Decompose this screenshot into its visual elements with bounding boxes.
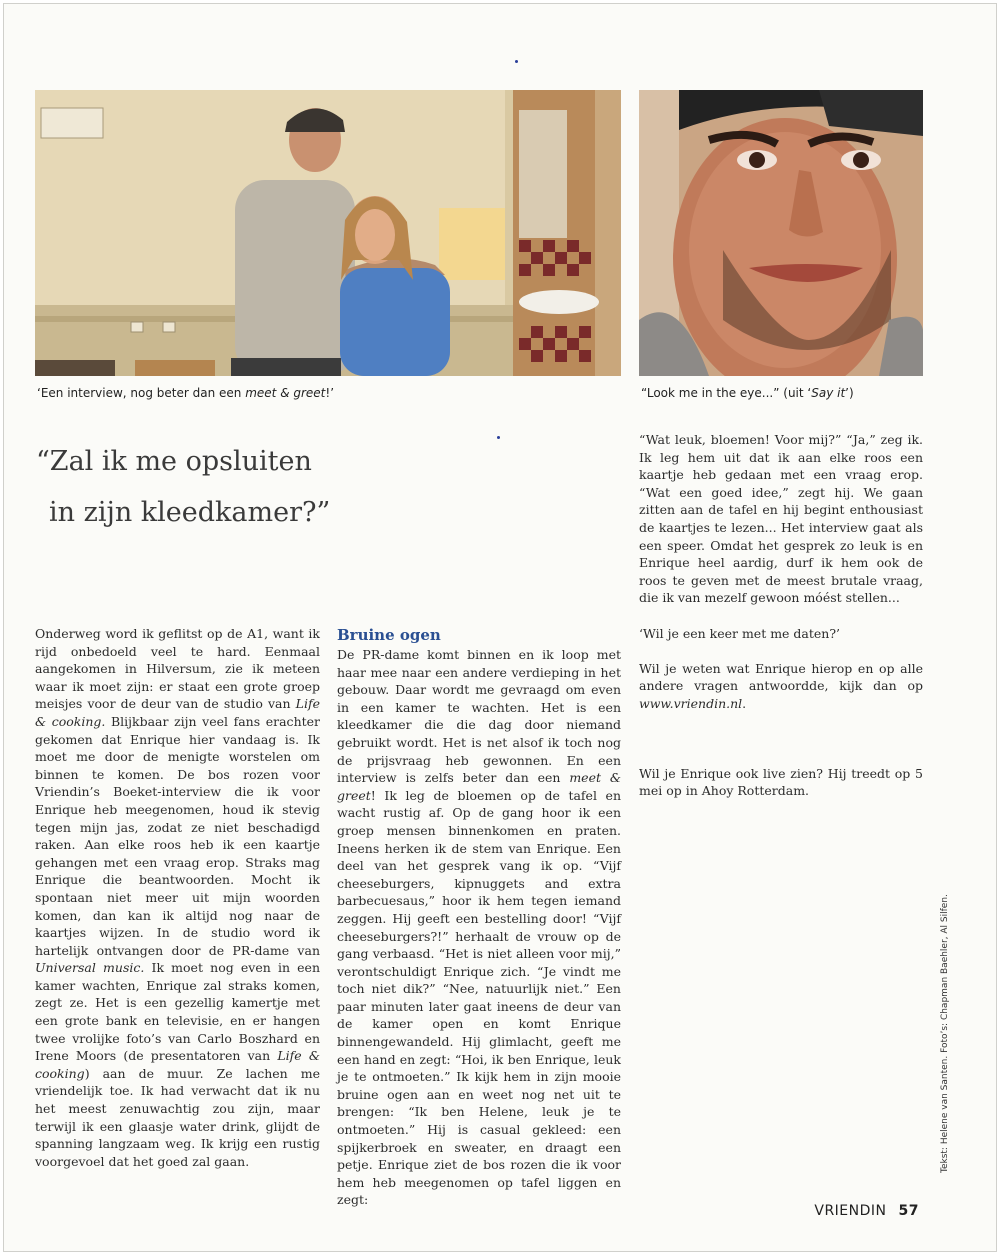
body-text: Ik moet nog even in een kamer wachten, Enrique zal straks komen, zegt ze. Het is een gezellig kamertje met een grote bank en televisie, en er hangen twee vrolijke foto’s van Carlo Boszhard en Irene Moors (de presentatoren van	[35, 960, 320, 1064]
body-text: Onderweg word ik geflitst op de A1, want ik rijd onbedoeld veel te hard. Eenmaal aangekomen in Hilversum, zie ik meteen waar ik moet zijn: er staat een grote groep meisjes voor de deur van de studio van	[35, 626, 320, 712]
photo-caption-right	[641, 386, 854, 400]
caption-text: ‘Een interview, nog beter dan een	[37, 386, 246, 400]
caption-text: “Look me in the eye...” (uit ‘	[641, 386, 812, 400]
close-up-photo-drawing	[639, 90, 923, 376]
section-subheading: Bruine ogen	[337, 626, 441, 644]
body-emphasis: Universal music.	[35, 960, 145, 976]
website-paragraph	[639, 660, 923, 713]
magazine-name: VRIENDIN	[814, 1203, 887, 1219]
headline-line-1: “Zal ik me opsluiten	[36, 446, 312, 477]
body-paragraph	[337, 646, 621, 1209]
quote-paragraph: ‘Wil je een keer met me daten?’	[639, 625, 841, 641]
body-emphasis: meet & greet	[337, 770, 621, 803]
photo-credit	[940, 891, 954, 1173]
body-text: ) aan de muur. Ze lachen me vriendelijk toe. Ik had verwacht dat ik nu het meest zenuwachtig zou zijn, maar terwijl ik een glaasje water drink, glijdt de spanning langzaam weg. Ik krijg een rustig voorgevoel dat het goed zal gaan.	[35, 1065, 320, 1169]
caption-text: !’	[325, 386, 335, 400]
caption-text: ’)	[845, 386, 854, 400]
page-footer	[814, 1203, 919, 1219]
article-headline	[36, 436, 396, 538]
caption-emphasis: Say it	[811, 386, 846, 400]
body-paragraph: “Wat leuk, bloemen! Voor mij?” “Ja,” zeg ik. Ik leg hem uit dat ik aan elke roos een kaartje heb gedaan met een vraag erop. “Wat een goed idee,” zegt hij. We gaan zitten aan de tafel en hij begint enthousiast de kaartjes te lezen... Het interview gaat als een speer. Omdat het gesprek zo leuk is en Enrique heel aardig, durf ik hem ook de roos te geven met de meest brutale vraag, die ik van mezelf gewoon móést stellen...	[639, 432, 923, 606]
credit-text: Tekst: Helene van Santen. Foto’s: Chapman Baehler, Al Silfen.	[940, 894, 950, 1173]
body-text: ! Ik leg de bloemen op de tafel en wacht rustig af. Op de gang hoor ik een groep mensen binnenkomen en praten. Ineens herken ik de stem van Enrique. Een deel van het gesprek vang ik op. “Vijf cheeseburgers, kipnuggets and extra barbecuesaus,” hoor ik hem tegen iemand zeggen. Hij geeft een bestelling door! “Vijf cheeseburgers?!” herhaalt de vrouw op de gang verbaasd. “Het is niet alleen voor mij,” verontschuldigt Enrique zich. “Je vindt me toch niet dik?” “Nee, natuurlijk niet.” Een paar minuten later gaat ineens de deur van de kamer open en komt Enrique binnengewandeld. Hij glimlacht, geeft me een hand en zegt: “Hoi, ik ben Enrique, leuk je te ontmoeten.” Ik kijk hem in zijn mooie bruine ogen aan en weet nog net uit te brengen: “Ik ben Helene, leuk je te ontmoeten.” Hij is casual gekleed: een spijkerbroek en sweater, en draagt een petje. Enrique ziet de bos rozen die ik voor hem heb meegenomen op tafel liggen en zegt:	[337, 787, 621, 1208]
body-emphasis: Life & cooking.	[35, 696, 320, 729]
website-link[interactable]: www.vriendin.nl	[639, 695, 743, 711]
interview-photo	[35, 90, 621, 376]
headline-line-2: in zijn kleedkamer?”	[49, 497, 331, 528]
interview-photo-drawing	[35, 90, 621, 376]
magazine-page	[3, 3, 997, 1252]
body-emphasis: Life & cooking	[35, 1048, 320, 1081]
close-up-photo	[639, 90, 923, 376]
photo-caption-left	[37, 386, 334, 400]
caption-emphasis: meet & greet	[245, 386, 326, 400]
body-text: .	[742, 695, 747, 711]
article-column-1	[35, 625, 320, 1170]
print-speck	[515, 60, 518, 63]
body-text: Wil je weten wat Enrique hierop en op alle andere vragen antwoordde, kijk dan op	[639, 660, 923, 694]
article-column-3	[639, 431, 923, 800]
page-number: 57	[898, 1203, 919, 1219]
body-text: Blijkbaar zijn veel fans erachter gekomen dat Enrique hier vandaag is. Ik moet me door de menigte worstelen om binnen te komen. De bos rozen voor Vriendin’s Boeket-interview die ik voor Enrique heb meegenomen, houd ik stevig tegen mijn jas, zodat ze niet beschadigd raken. Aan elke roos heb ik een kaartje gehangen met een vraag erop. Straks mag Enrique die beantwoorden. Mocht ik spontaan niet meer uit mijn woorden komen, dan kan ik altijd nog naar de kaartjes wijzen. In de studio word ik hartelijk ontvangen door de PR-dame van	[35, 713, 321, 958]
concert-paragraph: Wil je Enrique ook live zien? Hij treedt op 5 mei op in Ahoy Rotterdam.	[639, 765, 923, 799]
article-column-2	[337, 625, 621, 1209]
print-speck	[497, 436, 500, 439]
body-paragraph	[35, 625, 320, 1170]
body-text: De PR-dame komt binnen en ik loop met haar mee naar een andere verdieping in het gebouw. Daar wordt me gevraagd om even in een kamer te wachten. Het is een kleedkamer die die dag door niemand gebruikt wordt. Het is net alsof ik toch nog de prijsvraag heb gewonnen. En een interview is zelfs beter dan een	[337, 647, 621, 786]
